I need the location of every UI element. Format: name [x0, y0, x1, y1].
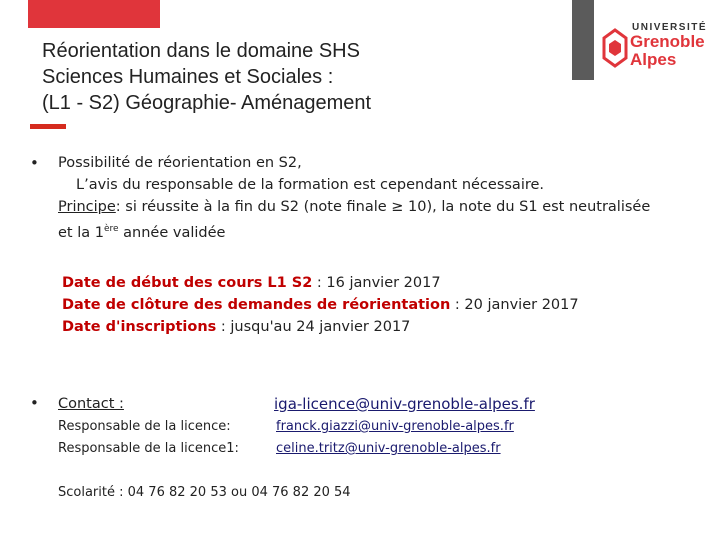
- avis-line: L’avis du responsable de la formation est cependant nécessaire.: [76, 177, 545, 193]
- resp-licence1-email-link[interactable]: celine.tritz@univ-grenoble-alpes.fr: [276, 441, 501, 456]
- date-inscriptions-label: Date d'inscriptions: [62, 319, 217, 335]
- date-cloture-line: [62, 294, 579, 316]
- date-cloture-label: Date de clôture des demandes de réorientation: [62, 297, 451, 313]
- title-line-2: Sciences Humaines et Sociales :: [42, 66, 334, 88]
- scolarite-line: Scolarité : 04 76 82 20 53 ou 04 76 82 20 54: [58, 485, 351, 500]
- contact-email-main-link[interactable]: iga-licence@univ-grenoble-alpes.fr: [274, 395, 535, 413]
- logo-mark-icon: [602, 28, 628, 68]
- annee-validee-line: [58, 218, 225, 244]
- reorientation-line: Possibilité de réorientation en S2,: [58, 155, 302, 171]
- date-inscriptions-line: [62, 316, 410, 338]
- annee-pre: et la 1: [58, 224, 104, 241]
- title-accent-bar: [30, 124, 66, 129]
- date-inscriptions-value: : jusqu'au 24 janvier 2017: [216, 319, 411, 335]
- date-debut-value: : 16 janvier 2017: [312, 275, 441, 291]
- page-title: [42, 38, 542, 116]
- logo-name-line1: Grenoble: [630, 32, 705, 51]
- logo-name: [630, 33, 705, 69]
- title-line-3: (L1 - S2) Géographie- Aménagement: [42, 92, 372, 114]
- annee-sup: ère: [103, 224, 119, 234]
- resp-licence-email-link[interactable]: franck.giazzi@univ-grenoble-alpes.fr: [276, 419, 514, 434]
- principe-line: [58, 196, 650, 218]
- top-accent-bar: [28, 0, 160, 28]
- bullet-dot-icon: •: [30, 394, 39, 412]
- resp-licence-label: Responsable de la licence:: [58, 419, 231, 434]
- resp-licence1-label: Responsable de la licence1:: [58, 441, 239, 456]
- date-cloture-value: : 20 janvier 2017: [450, 297, 579, 313]
- bullet-dot-icon: •: [30, 154, 39, 172]
- principe-label: Principe: [58, 199, 116, 215]
- logo-gray-band: [572, 0, 594, 80]
- university-logo: [572, 0, 720, 80]
- title-line-1: Réorientation dans le domaine SHS: [42, 40, 360, 62]
- date-debut-label: Date de début des cours L1 S2: [62, 275, 313, 291]
- date-debut-line: [62, 272, 441, 294]
- logo-name-line2: Alpes: [630, 50, 677, 69]
- logo-universite-text: UNIVERSITÉ: [632, 22, 708, 33]
- contact-label: Contact :: [58, 396, 124, 412]
- annee-post: année validée: [118, 224, 226, 241]
- principe-text: : si réussite à la fin du S2 (note finale ≥ 10), la note du S1 est neutralisée: [115, 199, 651, 215]
